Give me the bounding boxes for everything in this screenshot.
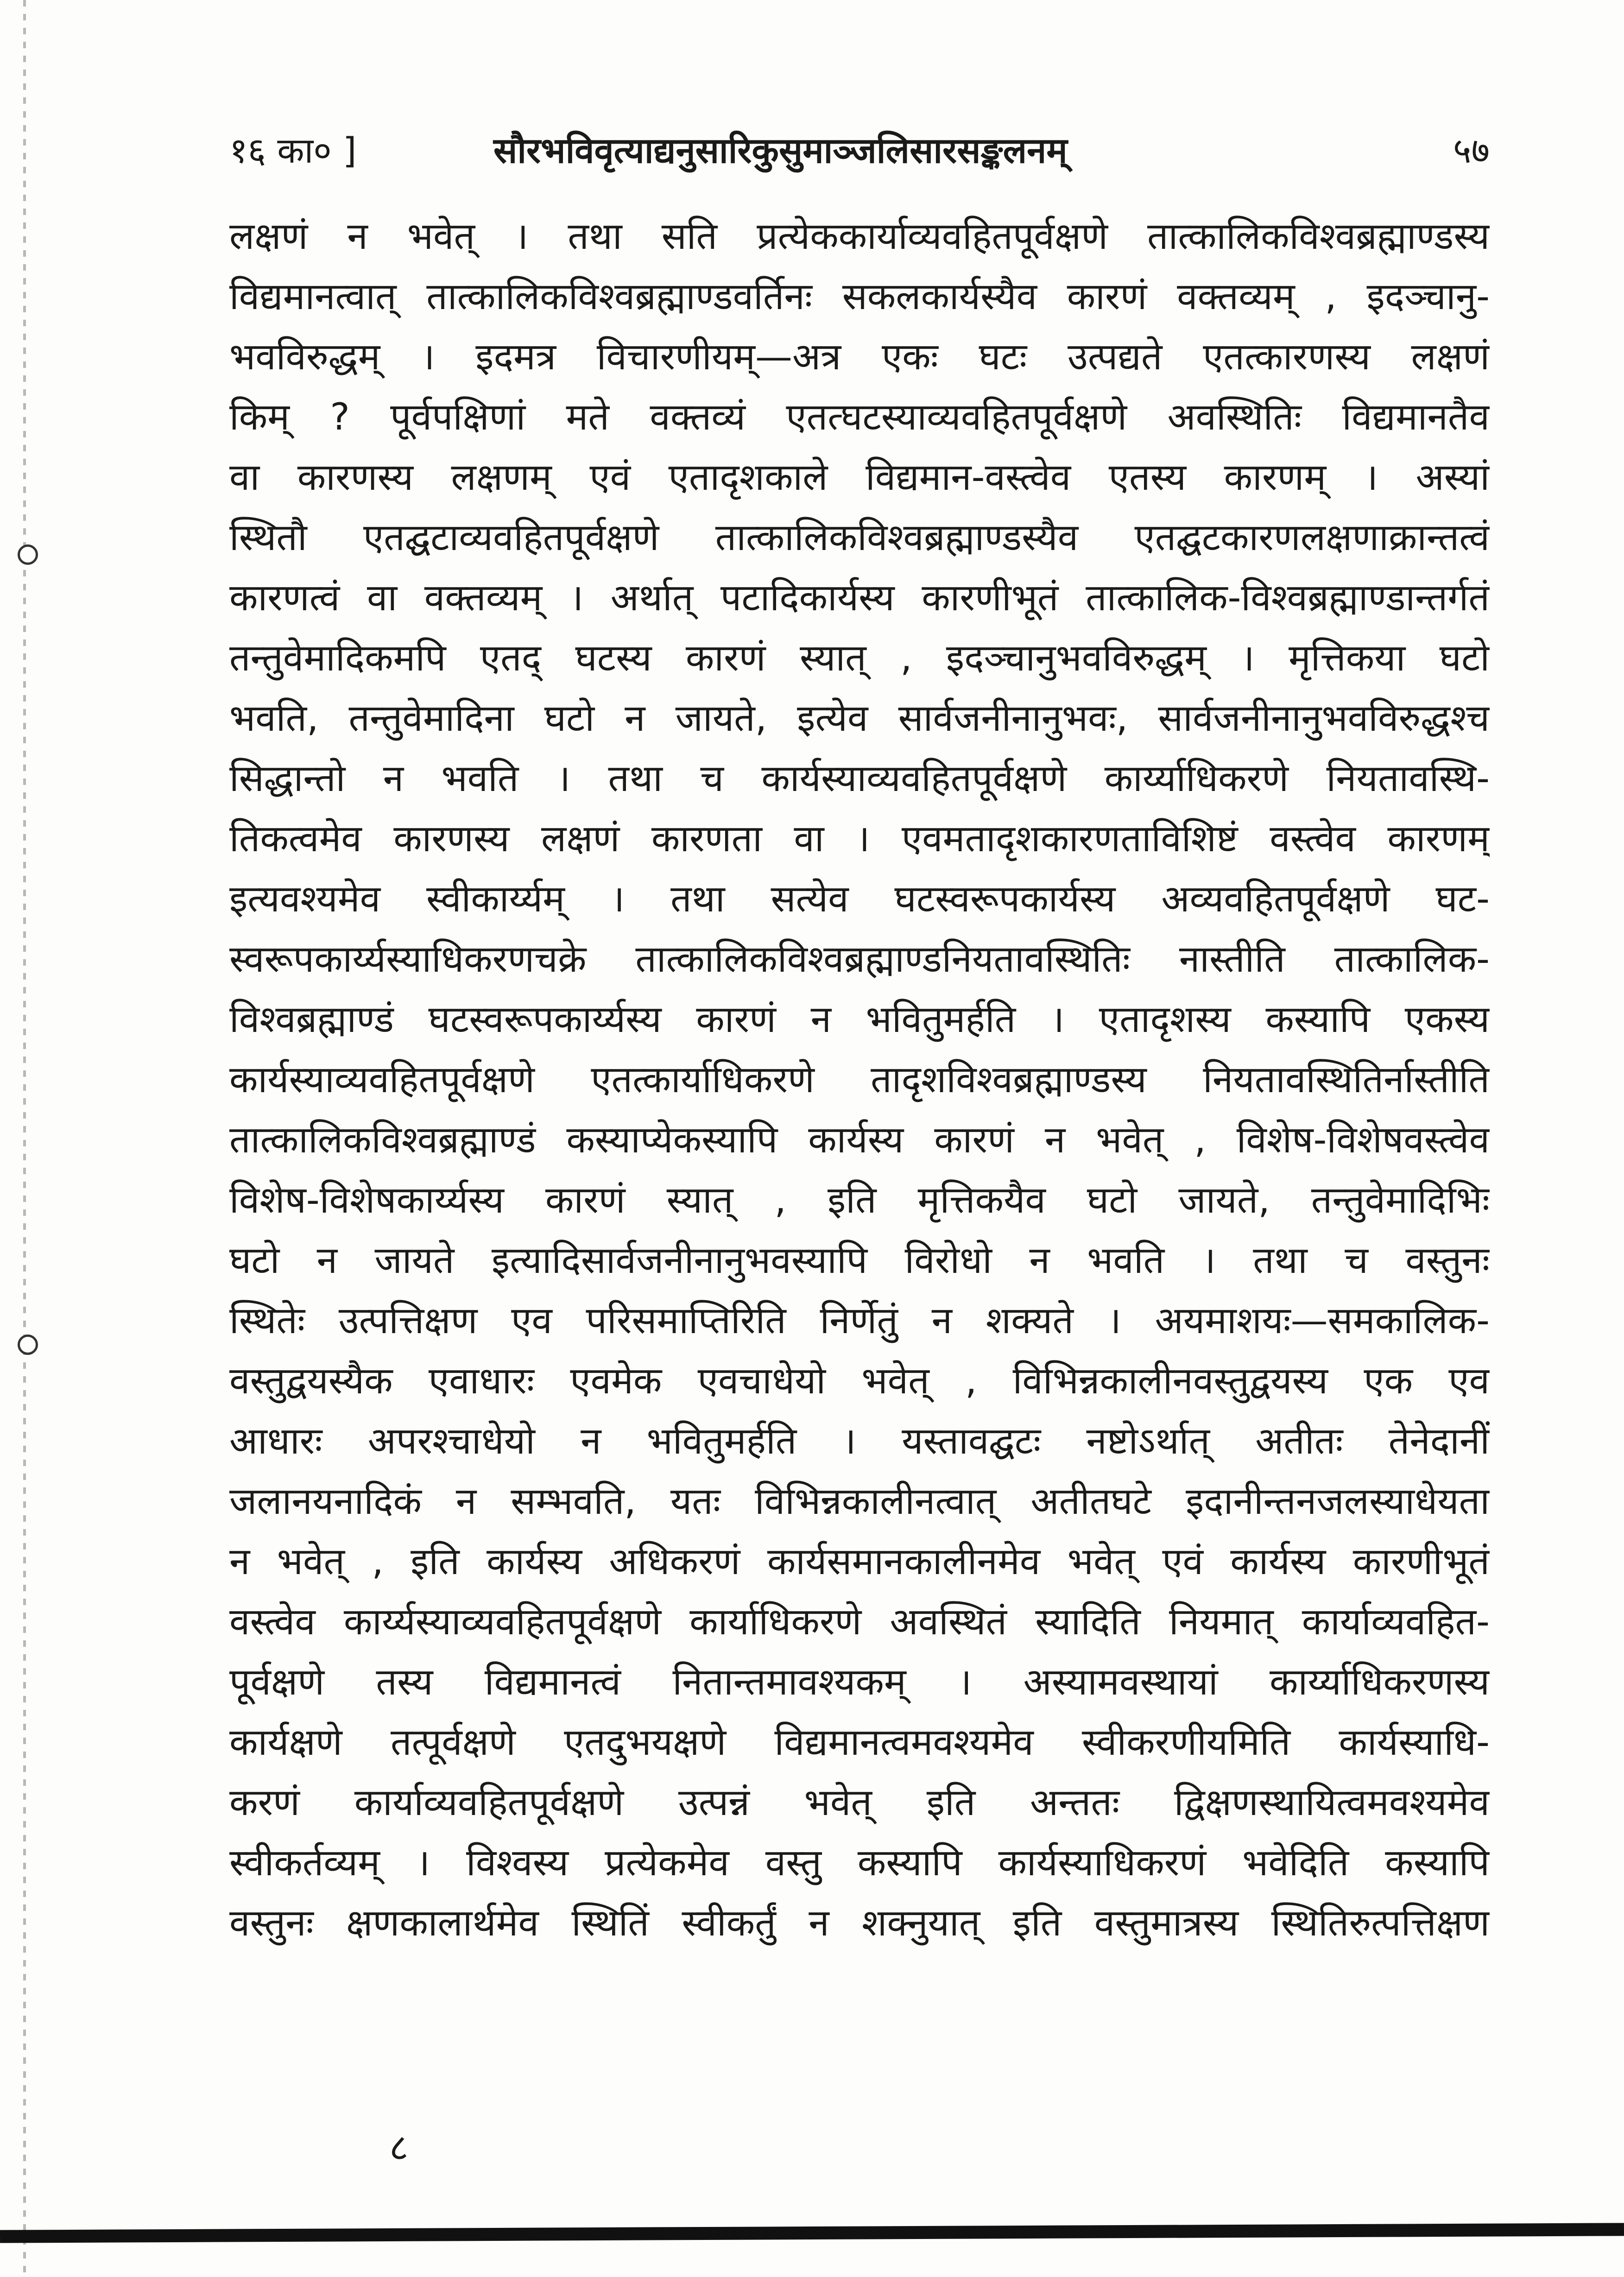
- text-line: आधारः अपरश्चाधेयो न भवितुमर्हति । यस्तावद्घटः नष्टोऽर्थात् अतीतः तेनेदानीं: [229, 1419, 1490, 1462]
- text-line: पूर्वक्षणे तस्य विद्यमानत्वं नितान्तमावश्यकम् । अस्यामवस्थायां कार्य्याधिकरणस्य: [229, 1660, 1490, 1703]
- text-line: वस्तुनः क्षणकालार्थमेव स्थितिं स्वीकर्तुं न शक्नुयात् इति वस्तुमात्रस्य स्थितिरुत्पत्तिक्षण: [229, 1901, 1490, 1944]
- text-line: किम् ? पूर्वपक्षिणां मते वक्तव्यं एतत्घटस्याव्यवहितपूर्वक्षणे अवस्थितिः विद्यमानतैव: [229, 395, 1490, 438]
- text-line: सिद्धान्तो न भवति । तथा च कार्यस्याव्यवहितपूर्वक्षणे कार्य्याधिकरणे नियतावस्थि-: [229, 757, 1490, 800]
- running-head-left: १६ का० ]: [229, 130, 357, 171]
- text-line: भवति, तन्तुवेमादिना घटो न जायते, इत्येव सार्वजनीनानुभवः, सार्वजनीनानुभवविरुद्धश्च: [229, 696, 1490, 740]
- text-line: तात्कालिकविश्वब्रह्माण्डं कस्याप्येकस्यापि कार्यस्य कारणं न भवेत् , विशेष-विशेषवस्त्वेव: [229, 1118, 1490, 1161]
- body-text: [229, 206, 1490, 1953]
- text-line: वस्तुद्वयस्यैक एवाधारः एवमेक एवचाधेयो भवेत् , विभिन्नकालीनवस्तुद्वयस्य एक एव: [229, 1359, 1490, 1402]
- page-header: [229, 125, 1490, 176]
- text-line: न भवेत् , इति कार्यस्य अधिकरणं कार्यसमानकालीनमेव भवेत् एवं कार्यस्य कारणीभूतं: [229, 1540, 1490, 1583]
- text-line: विशेष-विशेषकार्य्यस्य कारणं स्यात् , इति मृत्तिकयैव घटो जायते, तन्तुवेमादिभिः: [229, 1178, 1490, 1221]
- text-line: विद्यमानत्वात् तात्कालिकविश्वब्रह्माण्डवर्तिनः सकलकार्यस्यैव कारणं वक्तव्यम् , इदञ्चानु-: [229, 275, 1490, 318]
- text-line: कारणत्वं वा वक्तव्यम् । अर्थात् पटादिकार्यस्य कारणीभूतं तात्कालिक-विश्वब्रह्माण्डान्तर्गतं: [229, 576, 1490, 619]
- text-line: वस्त्वेव कार्य्यस्याव्यवहितपूर्वक्षणे कार्याधिकरणे अवस्थितं स्यादिति नियमात् कार्याव्यवहित-: [229, 1600, 1490, 1643]
- text-line: कार्यस्याव्यवहितपूर्वक्षणे एतत्कार्याधिकरणे तादृशविश्वब्रह्माण्डस्य नियतावस्थितिर्नास्तीति: [229, 1058, 1490, 1101]
- text-line: स्थितौ एतद्घटाव्यवहितपूर्वक्षणे तात्कालिकविश्वब्रह्माण्डस्यैव एतद्घटकारणलक्षणाक्रान्तत्वं: [229, 516, 1490, 559]
- text-line: कार्यक्षणे तत्पूर्वक्षणे एतदुभयक्षणे विद्यमानत्वमवश्यमेव स्वीकरणीयमिति कार्यस्याधि-: [229, 1720, 1490, 1764]
- text-line: वा कारणस्य लक्षणम् एवं एतादृशकाले विद्यमान-वस्त्वेव एतस्य कारणम् । अस्यां: [229, 455, 1490, 499]
- text-line: स्वरूपकार्य्यस्याधिकरणचक्रे तात्कालिकविश्वब्रह्माण्डनियतावस्थितिः नास्तीति तात्कालिक-: [229, 937, 1490, 980]
- text-line: स्वीकर्तव्यम् । विश्वस्य प्रत्येकमेव वस्तु कस्यापि कार्यस्याधिकरणं भवेदिति कस्यापि: [229, 1841, 1490, 1884]
- text-line: इत्यवश्यमेव स्वीकार्य्यम् । तथा सत्येव घटस्वरूपकार्यस्य अव्यवहितपूर्वक्षणे घट-: [229, 877, 1490, 920]
- text-line: जलानयनादिकं न सम्भवति, यतः विभिन्नकालीनत्वात् अतीतघटे इदानीन्तनजलस्याधेयता: [229, 1480, 1490, 1523]
- bottom-edge-rule: [0, 2223, 1624, 2243]
- binding-hole-mark: [18, 544, 38, 565]
- text-line: स्थितेः उत्पत्तिक्षण एव परिसमाप्तिरिति निर्णेतुं न शक्यते । अयमाशयः—समकालिक-: [229, 1299, 1490, 1342]
- binding-hole-mark: [18, 1335, 38, 1355]
- text-line: भवविरुद्धम् । इदमत्र विचारणीयम्—अत्र एकः घटः उत्पद्यते एतत्कारणस्य लक्षणं: [229, 335, 1490, 378]
- binding-edge: [23, 0, 26, 2277]
- text-line: लक्षणं न भवेत् । तथा सति प्रत्येककार्याव्यवहितपूर्वक्षणे तात्कालिकविश्वब्रह्माण्डस्य: [229, 215, 1490, 258]
- signature-mark: ८: [389, 2126, 409, 2169]
- text-line: विश्वब्रह्माण्डं घटस्वरूपकार्य्यस्य कारणं न भवितुमर्हति । एतादृशस्य कस्यापि एकस्य: [229, 998, 1490, 1041]
- text-line: तिकत्वमेव कारणस्य लक्षणं कारणता वा । एवमतादृशकारणताविशिष्टं वस्त्वेव कारणम्: [229, 817, 1490, 860]
- text-line: घटो न जायते इत्यादिसार्वजनीनानुभवस्यापि विरोधो न भवति । तथा च वस्तुनः: [229, 1239, 1490, 1282]
- text-line: करणं कार्याव्यवहितपूर्वक्षणे उत्पन्नं भवेत् इति अन्ततः द्विक्षणस्थायित्वमवश्यमेव: [229, 1781, 1490, 1824]
- page-number: ५७: [1453, 130, 1490, 171]
- text-line: तन्तुवेमादिकमपि एतद् घटस्य कारणं स्यात् , इदञ्चानुभवविरुद्धम् । मृत्तिकया घटो: [229, 636, 1490, 679]
- running-head-title: सौरभविवृत्याद्यनुसारिकुसुमाञ्जलिसारसङ्कलनम्: [493, 130, 1068, 171]
